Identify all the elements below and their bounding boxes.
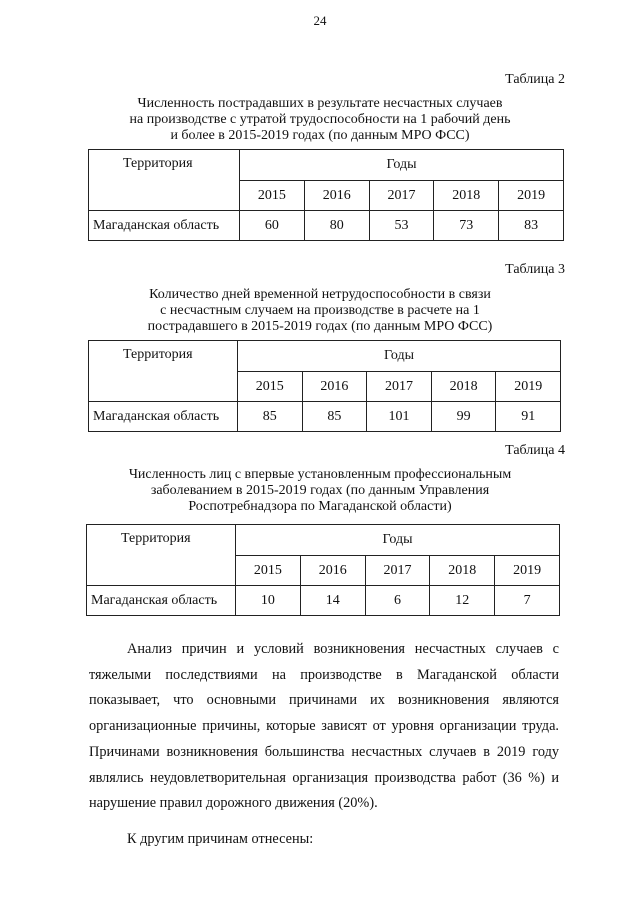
territory-header: Территория	[87, 525, 236, 586]
year-cell: 2017	[369, 181, 434, 211]
body-paragraph: Анализ причин и условий возникновения несчастных случаев с тяжелыми последствиями на производстве в Магаданской области показывает, что основными причинами их возникновения являются организационные причины, которые зависят от уровня организации труда. Причинами возникновения большинства несчастных случаев в 2019 году являлись неудовлетворительная организация производства работ (36 %) и нарушение правил дорожного движения (20%).	[89, 641, 559, 812]
value-cell: 73	[434, 211, 499, 241]
year-cell: 2015	[238, 372, 303, 402]
year-cell: 2019	[496, 372, 561, 402]
value-cell: 85	[302, 402, 367, 432]
table-4-caption	[80, 467, 560, 515]
value-cell: 6	[365, 586, 430, 616]
year-cell: 2015	[236, 556, 301, 586]
value-cell: 99	[431, 402, 496, 432]
table-4	[86, 524, 560, 616]
year-cell: 2015	[240, 181, 305, 211]
year-cell: 2016	[304, 181, 369, 211]
table-3-caption	[80, 287, 560, 335]
body-paragraph: К другим причинам отнесены:	[127, 830, 314, 847]
page-number: 24	[313, 13, 327, 28]
years-header: Годы	[238, 341, 561, 372]
caption-line: Количество дней временной нетрудоспособности в связи	[149, 287, 491, 302]
value-cell: 10	[236, 586, 301, 616]
years-header: Годы	[240, 150, 564, 181]
value-cell: 83	[499, 211, 564, 241]
year-cell: 2018	[431, 372, 496, 402]
value-cell: 91	[496, 402, 561, 432]
caption-line: и более в 2015-2019 годах (по данным МРО ФСС)	[170, 128, 470, 143]
caption-line: Численность лиц с впервые установленным профессиональным	[128, 467, 512, 482]
year-cell: 2019	[495, 556, 560, 586]
value-cell: 7	[495, 586, 560, 616]
value-cell: 12	[430, 586, 495, 616]
value-cell: 14	[300, 586, 365, 616]
year-cell: 2016	[300, 556, 365, 586]
region-cell: Магаданская область	[89, 211, 240, 241]
year-cell: 2017	[367, 372, 432, 402]
value-cell: 53	[369, 211, 434, 241]
region-cell: Магаданская область	[87, 586, 236, 616]
caption-line: на производстве с утратой трудоспособности на 1 рабочий день	[129, 112, 511, 127]
table-2-label: Таблица 2	[505, 72, 565, 87]
table-4-label: Таблица 4	[505, 443, 565, 458]
value-cell: 85	[238, 402, 303, 432]
caption-line: Численность пострадавших в результате несчастных случаев	[137, 96, 503, 111]
year-cell: 2018	[434, 181, 499, 211]
body-text	[89, 637, 559, 853]
caption-line: Роспотребнадзора по Магаданской области)	[188, 499, 452, 514]
years-header: Годы	[236, 525, 560, 556]
territory-header: Территория	[89, 150, 240, 211]
table-2	[88, 149, 564, 241]
caption-line: с несчастным случаем на производстве в расчете на 1	[160, 303, 480, 318]
value-cell: 101	[367, 402, 432, 432]
year-cell: 2017	[365, 556, 430, 586]
table-2-caption	[80, 96, 560, 144]
table-3	[88, 340, 561, 432]
year-cell: 2016	[302, 372, 367, 402]
year-cell: 2019	[499, 181, 564, 211]
territory-header: Территория	[89, 341, 238, 402]
year-cell: 2018	[430, 556, 495, 586]
caption-line: заболеванием в 2015-2019 годах (по данным Управления	[150, 483, 490, 498]
value-cell: 60	[240, 211, 305, 241]
table-3-label: Таблица 3	[505, 262, 565, 277]
caption-line: пострадавшего в 2015-2019 годах (по данным МРО ФСС)	[147, 319, 493, 334]
value-cell: 80	[304, 211, 369, 241]
region-cell: Магаданская область	[89, 402, 238, 432]
